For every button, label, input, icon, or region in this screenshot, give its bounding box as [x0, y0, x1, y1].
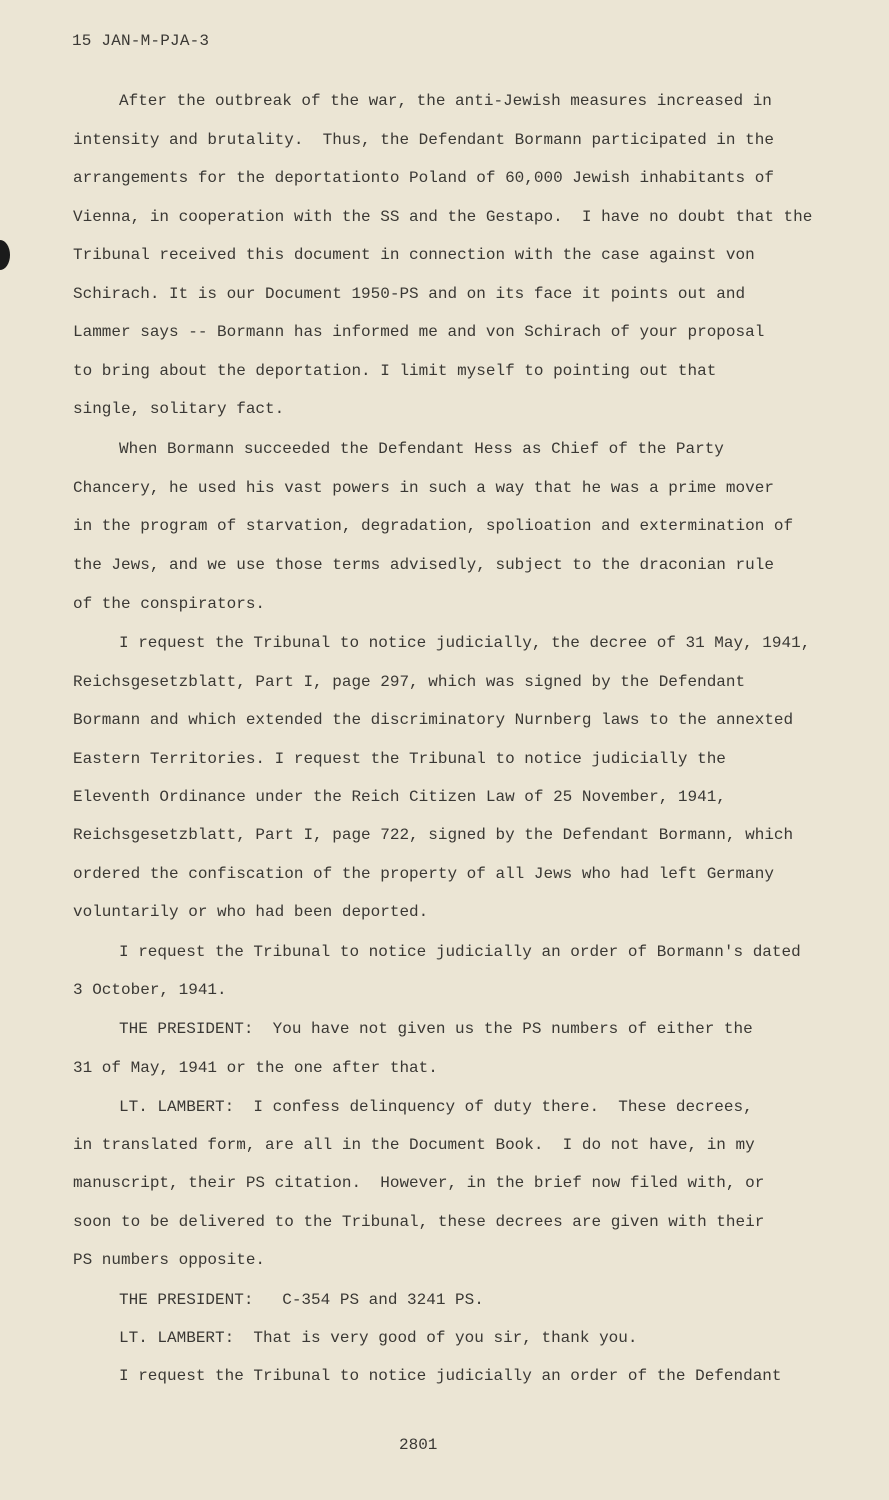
text-line: Eastern Territories. I request the Tribunal to notice judicially the [73, 750, 726, 768]
text-line: manuscript, their PS citation. However, in the brief now filed with, or [73, 1174, 765, 1192]
text-line: in the program of starvation, degradation, spolioation and extermination of [73, 517, 794, 535]
text-line: Eleventh Ordinance under the Reich Citizen Law of 25 November, 1941, [73, 788, 726, 806]
text-line: voluntarily or who had been deported. [73, 903, 429, 921]
text-line: Bormann and which extended the discriminatory Nurnberg laws to the annexted [73, 711, 794, 729]
text-line: 31 of May, 1941 or the one after that. [73, 1059, 438, 1077]
text-line: PS numbers opposite. [73, 1251, 266, 1269]
text-line: the Jews, and we use those terms advisedly, subject to the draconian rule [73, 556, 774, 574]
text-line: to bring about the deportation. I limit myself to pointing out that [73, 362, 717, 380]
text-line: arrangements for the deportationto Poland of 60,000 Jewish inhabitants of [73, 169, 774, 187]
text-line: THE PRESIDENT: You have not given us the PS numbers of either the [119, 1020, 753, 1038]
text-line: 3 October, 1941. [73, 981, 227, 999]
text-line: Chancery, he used his vast powers in such a way that he was a prime mover [73, 479, 774, 497]
text-line: I request the Tribunal to notice judicially an order of Bormann's dated [119, 943, 801, 961]
text-line: THE PRESIDENT: C-354 PS and 3241 PS. [119, 1291, 484, 1309]
text-line: of the conspirators. [73, 595, 266, 613]
text-line: Tribunal received this document in connection with the case against von [73, 246, 755, 264]
punch-hole [0, 240, 10, 270]
page-number: 2801 [399, 1436, 438, 1454]
text-line: ordered the confiscation of the property of all Jews who had left Germany [73, 865, 774, 883]
text-line: intensity and brutality. Thus, the Defendant Bormann participated in the [73, 131, 774, 149]
text-line: I request the Tribunal to notice judicially an order of the Defendant [119, 1367, 782, 1385]
text-line: LT. LAMBERT: I confess delinquency of duty there. These decrees, [119, 1098, 753, 1116]
text-line: When Bormann succeeded the Defendant Hess as Chief of the Party [119, 440, 724, 458]
text-line: Schirach. It is our Document 1950-PS and on its face it points out and [73, 285, 746, 303]
text-line: Lammer says -- Bormann has informed me and von Schirach of your proposal [73, 323, 765, 341]
text-line: Reichsgesetzblatt, Part I, page 722, signed by the Defendant Bormann, which [73, 826, 794, 844]
text-line: single, solitary fact. [73, 400, 285, 418]
text-line: After the outbreak of the war, the anti-Jewish measures increased in [119, 92, 772, 110]
text-line: LT. LAMBERT: That is very good of you sir, thank you. [119, 1329, 638, 1347]
text-line: in translated form, are all in the Document Book. I do not have, in my [73, 1136, 755, 1154]
text-line: Reichsgesetzblatt, Part I, page 297, which was signed by the Defendant [73, 673, 746, 691]
text-line: Vienna, in cooperation with the SS and the Gestapo. I have no doubt that the [73, 208, 813, 226]
text-line: soon to be delivered to the Tribunal, these decrees are given with their [73, 1213, 765, 1231]
document-header: 15 JAN-M-PJA-3 [72, 32, 210, 50]
text-line: I request the Tribunal to notice judicially, the decree of 31 May, 1941, [119, 634, 811, 652]
